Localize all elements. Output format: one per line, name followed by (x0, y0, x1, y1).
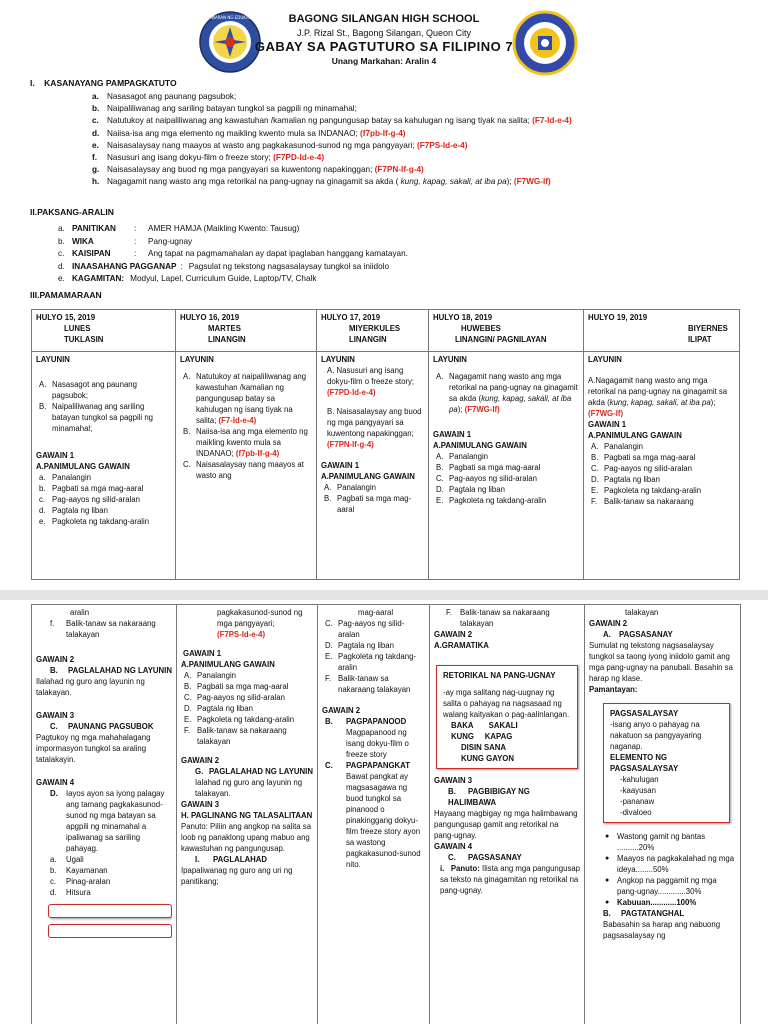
thursday-opening-activities: A. Panalangin B. Pagbati sa mga mag-aaral C. Pag-aayos ng silid-aralan D. Pagtala ng liban E. Pagkoleta ng takdang-aralin (436, 452, 547, 505)
gawain-4-list: D. Iayos ayon sa iyong palagay ang tamang pagkakasunod-sunod ng mga batayan sa apgpili ng minamahal a ipaliwanag sa sariling pahayag. (50, 789, 165, 853)
criteria-item: ● Wastong gamit ng bantas ..........20% (603, 831, 736, 853)
item-baliktanaw: Balik-tanaw sa nakaraang talakayan (66, 619, 156, 639)
day-name: LUNES (64, 324, 91, 333)
item-marker: e. (92, 140, 99, 150)
objective-a: Natutukoy at naipaliliwanag ang kawastuhan /kamalian ng pangungusap batay sa kahulugan ng isang tiyak na salita; (196, 372, 307, 425)
item-pagbati: Pagbati sa mga mag-aaral (604, 453, 696, 462)
competency-code: (F7PN-If-g-4) (374, 165, 424, 175)
item-marker: c. (92, 116, 99, 126)
item-marker: d. (58, 261, 65, 271)
item-marker: a. (92, 92, 99, 101)
layunin-label: LAYUNIN (180, 355, 214, 364)
item-panalangin: Panalangin (604, 442, 644, 451)
box-definition: -ay mga salitang nag-uugnay ng salita o pahayag na nagsasaad ng walang kaityakan o pag-aalinlangan. (443, 688, 570, 719)
item-pagtala: Pagtala ng liban (449, 485, 505, 494)
item-panalangin: Panalangin (337, 483, 377, 492)
item-marker: h. (92, 177, 100, 187)
gawain-2-text: Ilalahad ng guro ang layunin ng talakayan. (36, 677, 145, 697)
gawain-4-heading: PAGSASANAY (468, 853, 522, 862)
item-text: Naisasalaysay ang buod ng mga pangyayari sa kuwentong napakinggan; (107, 165, 375, 175)
objective-item (36, 401, 171, 434)
cell-monday-cont: aralin f. Balik-tanaw sa nakaraang talakayan GAWAIN 2 B. PAGLALAHAD NG LAYUNIN Ilalahad ng guro ang layunin ng talakayan. GAWAIN 3 C. PAUNANG PAGSUBOK Pagtukoy ng mga mahahalagang impormasyon tungkol sa araling tatalakayin. GAWAIN 4 D. Iayos ayon sa iyong palagay ang tamang pagkakasunod-sunod ng mga batayan sa apgpili ng minamahal a ipaliwanag sa sariling pahayag. a. Ugali b. Kayamanan c. Pinag-aralan d. Hitsura (32, 605, 177, 1024)
item-text: Naisasalaysay nang maayos at wasto ang pagkakasunod-sunod ng mga pangyayari; (107, 140, 417, 150)
topic-key: INAASAHANG PAGGANAP (72, 261, 177, 271)
panuto-text: Ilista ang mga pangungusap sa teksto na ginagamitan ng retorikal na pang-ugnay. (440, 864, 580, 895)
topic-item (58, 248, 738, 261)
item-pagbati: Pagbati sa mga mag-aaral (449, 463, 541, 472)
continued-text: pagkakasunod-sunod ng mga pangyayari; (217, 608, 303, 628)
criteria-item: ● Maayos na pagkakalahad ng mga ideya........50% (603, 853, 736, 875)
topic-item (58, 236, 738, 249)
topic-item (58, 273, 738, 286)
gawain-2-text: Magpapanood ng isang dokyu-film o freeze story (346, 728, 409, 759)
panimulang-gawain-label: A.PANIMULANG GAWAIN (588, 431, 682, 440)
gawain-2-heading: PAGLALAHAD NG LAYUNIN (209, 767, 313, 776)
item-marker: g. (92, 165, 100, 175)
topic-text: Modyul, Lapel, Curriculum Guide, Laptop/TV, Chalk (130, 274, 317, 284)
item-panalangin: Panalangin (52, 473, 92, 482)
objective-b: Naiisa-isa ang mga elemento ng maikling kwento mula sa INDANAO; (196, 427, 308, 458)
gawain-2-label: GAWAIN 2 (36, 655, 75, 664)
cell-monday-objective (32, 352, 176, 580)
option-marker: c. (50, 877, 57, 886)
criteria-list (589, 831, 736, 897)
objective-examples: kung, kapag, sakali, at iba pa (609, 398, 711, 407)
gawain-1-label: GAWAIN 1 (183, 649, 222, 658)
competency-code: (F7-Id-e-4) (532, 116, 572, 126)
gawain-3-label: GAWAIN 3 (434, 776, 473, 785)
option-text: Kayamanan (66, 866, 108, 875)
competency-code: (f7pb-If-g-4) (360, 128, 406, 138)
item-panalangin: Panalangin (449, 452, 489, 461)
item-pagtala: Pagtala ng liban (604, 475, 660, 484)
gawain-2-text: Sumulat ng tekstong nagsasalaysay tungkol sa taong iyong iniidolo gamit ang mga pang-ugnay na panubali. Basahin sa harap ng klase. (589, 641, 733, 683)
continued-text: mag-aaral (358, 608, 394, 617)
item-pagbati: Pagbati sa mga mag-aaral (337, 494, 412, 514)
friday-opening-activities: A. Panalangin B. Pagbati sa mga mag-aaral C. Pag-aayos ng silid-aralan D. Pagtala ng liban E. Pagkoleta ng takdang-aralin F. Balik-tanaw sa nakaraang (591, 442, 702, 506)
topic-colon: : (134, 236, 137, 246)
cell-tuesday-objective (176, 352, 317, 580)
retorikal-word: BAKA SAKALI (451, 721, 518, 730)
options-list (36, 854, 172, 898)
gawain-2-text: Ialahad ng guro ang layunin ng talakayan. (195, 778, 303, 798)
cell-wednesday-objective: LAYUNIN A. Nasusuri ang isang dokyu-film o freeze story; (F7PD-Id-e-4) B. Naisasalaysay ang buod ng mga pangyayari sa kuwentong napakinggan; (F7PN-If-g-4) GAWAIN 1 A.PANIMULANG GAWAIN A. Panalangin B. Pagbati sa mga mag-aaral (317, 352, 429, 580)
document-title: GABAY SA PAGTUTURO SA FILIPINO 7 (254, 39, 514, 54)
objective-row (32, 352, 740, 580)
box-definition: -isang anyo o pahayag na nakatuon sa pangyayaring naganap. (610, 720, 702, 751)
day-phase: TUKLASIN (64, 335, 104, 344)
item-pagayos: Pag-aayos ng silid-aralan (604, 464, 692, 473)
item-pagayos: Pag-aayos ng silid-aralan (52, 495, 140, 504)
continued-text: aralin (70, 608, 90, 617)
wednesday-opening-activities: C. Pag-aayos ng silid-aralan D. Pagtala ng liban E. Pagkoleta ng takdang-aralin F. Balik-tanaw sa nakaraang talakayan (325, 619, 417, 694)
competency-item (92, 140, 752, 152)
item-marker: d. (92, 128, 100, 138)
paglalahad-text: Ipapaliwanag ng guro ang uri ng panitikang; (181, 866, 293, 886)
layunin-label: LAYUNIN (321, 355, 355, 364)
gawain-4-label: GAWAIN 4 (434, 842, 473, 851)
topic-colon: : (134, 249, 137, 259)
competency-code: (F7WG-If) (588, 409, 624, 418)
section-3-heading: III.PAMAMARAAN (30, 290, 102, 300)
cell-friday-cont: talakayan GAWAIN 2 A. PAGSASANAY Sumulat ng tekstong nagsasalaysay tungkol sa taong iyong iniidolo gamit ang mga pang-ugnay na panubali. Basahin sa harap ng klase. Pamantayan: PAGSASALAYSAY -isang anyo o pahayag na nakatuon sa pangyayaring naganap. ELEMENTO NG PAGSASALAYSAY -kahulugan -kaayusan -pananaw -divaloeo ● Wastong gamit ng bantas ..........20% ● Maayos na pagkakalahad ng mga ideya........50% ● Angkop na paggamit ng mga pang-ugnay.............30% ● Kabuuan............100% B. PAGTATANGHAL Babasahin sa harap ang nabuong pagsasalaysay ng (585, 605, 741, 1024)
item-marker: f. (92, 153, 98, 163)
objective-tail: ); (457, 405, 463, 414)
objective-text: Nasasagot ang paunang pagsubok; (52, 380, 137, 400)
gawain-3-label: GAWAIN 3 (181, 800, 220, 809)
page-gap (0, 590, 768, 600)
competency-code: (F7PD-Id-e-4) (273, 153, 325, 163)
gawain-1-label: GAWAIN 1 (321, 461, 360, 470)
panimulang-gawain-label: A.PANIMULANG GAWAIN (433, 441, 527, 450)
gawain-4-label: GAWAIN 4 (36, 778, 75, 787)
gawain-2-heading: PAGSASANAY (619, 630, 673, 639)
answer-box (48, 904, 172, 918)
thursday-cont-list: F. Balik-tanaw sa nakaraang talakayan (446, 608, 550, 628)
item-text: Nagagamit nang wasto ang mga retorikal na pang-ugnay na ginagamit sa akda ( (107, 177, 401, 187)
day-phase: ILIPAT (688, 335, 712, 344)
objective-item (36, 379, 171, 401)
pamantayan-label: Pamantayan: (589, 685, 638, 694)
competency-item (92, 115, 752, 127)
day-phase: LINANGIN/ PAGNILAYAN (455, 335, 547, 344)
objective-a: A.Nagagamit nang wasto ang mga retorikal na pang-ugnay na ginagamit sa akda ( (588, 376, 728, 407)
item-pagkoleta: Pagkoleta ng takdang-aralin (604, 486, 702, 495)
wednesday-opening-activities: A. Panalangin B. Pagbati sa mga mag-aaral (324, 483, 412, 514)
element-item: -kahulugan (620, 775, 659, 784)
layunin-label: LAYUNIN (433, 355, 467, 364)
competency-code: (f7pb-If-g-4) (235, 449, 280, 458)
day-date: HULYO 17, 2019 (321, 313, 381, 322)
gawain-2-heading: PAGLALAHAD NG LAYUNIN (68, 666, 172, 675)
gawain-3-label: GAWAIN 3 (36, 711, 75, 720)
gramatika-heading: A.GRAMATIKA (434, 641, 489, 650)
panimulang-gawain-label: A.PANIMULANG GAWAIN (181, 660, 275, 669)
wednesday-gawain-list: B. PAGPAPANOOD Magpapanood ng isang dokyu-film o freeze story C. PAGPAPANGKAT Bawat pangkat ay magsasagawa ng buod tungkol sa pinanood o pinakinggang dokyu-film freeze story ayon sa wastong pagkakasunod-sunod nito. (322, 716, 425, 870)
day-header-row (32, 310, 740, 352)
option-marker: d. (50, 888, 57, 897)
item-baliktanaw: Balik-tanaw sa nakaraang talakayan (338, 674, 411, 694)
objective-examples: kung, kapag, sakali, at iba pa (449, 394, 572, 414)
topic-text: Pang-ugnay (148, 236, 193, 246)
competency-code: (F7PN-If-g-4) (327, 440, 374, 449)
gawain-4-text: Iayos ayon sa iyong palagay ang tamang pagkakasunod-sunod ng mga batayan sa apgpili ng minamahal a ipaliwanag sa sariling pahayag. (66, 789, 165, 853)
tuesday-opening-activities: A. Panalangin B. Pagbati sa mga mag-aaral C. Pag-aayos ng silid-aralan D. Pagtala ng liban E. Pagkoleta ng takdang-aralin F. Balik-tanaw sa nakaraang talakayan (184, 671, 295, 746)
option-marker: a. (50, 855, 57, 864)
gawain-3-heading: PAGBIBIGAY NG HALIMBAWA (448, 787, 530, 807)
competency-list (92, 91, 752, 189)
gawain-3-heading: PAUNANG PAGSUBOK (68, 722, 154, 731)
gawain-2-heading: PAGPAPANOOD (346, 717, 407, 726)
item-marker: a. (58, 224, 65, 233)
cell-tuesday-cont: pagkakasunod-sunod ng mga pangyayari; (F7PS-Id-e-4) GAWAIN 1 A.PANIMULANG GAWAIN A. Panalangin B. Pagbati sa mga mag-aaral C. Pag-aayos ng silid-aralan D. Pagtala ng liban E. Pagkoleta ng takdang-aralin F. Balik-tanaw sa nakaraang talakayan GAWAIN 2 G. PAGLALAHAD NG LAYUNIN Ialahad ng guro ang layunin ng talakayan. GAWAIN 3 H. PAGLINANG NG TALASALITAAN Panuto: Piliin ang angkop na salita sa loob ng panaklong upang mabuo ang kawastuhan ng pangungusap. I. PAGLALAHAD Ipapaliwanag ng guro ang uri ng panitikang; (177, 605, 318, 1024)
objective-a: Nasusuri ang isang dokyu-film o freeze story; (327, 366, 415, 386)
topic-key: PANITIKAN (72, 224, 116, 233)
quarter-label: Unang Markahan: Aralin 4 (331, 56, 437, 66)
item-marker: A. (39, 380, 47, 389)
item-pagkoleta: Pagkoleta ng takdang-aralin (338, 652, 417, 672)
topic-key: KAGAMITAN: (72, 274, 125, 284)
item-pagtala: Pagtala ng liban (338, 641, 394, 650)
option-marker: b. (50, 866, 57, 875)
item-examples: kung, kapag, sakali, at iba pa (400, 177, 507, 187)
item-marker: c. (58, 249, 65, 259)
item-baliktanaw: Balik-tanaw sa nakaraang (604, 497, 694, 506)
item-pagayos: Pag-aayos ng silid-aralan (449, 474, 537, 483)
day-phase: LINANGIN (349, 335, 387, 344)
pagtatanghal-text: Babasahin sa harap ang nabuong pagsasalaysay ng (603, 920, 721, 940)
panimulang-gawain-label: A.PANIMULANG GAWAIN (36, 462, 130, 471)
item-pagayos: Pag-aayos ng silid-aralan (197, 693, 285, 702)
competency-code: (F7PD-Id-e-4) (327, 388, 376, 397)
option-item (36, 865, 172, 876)
retorikal-box (436, 665, 578, 769)
item-marker: b. (92, 104, 100, 114)
gawain-1-label: GAWAIN 1 (36, 451, 75, 460)
element-item: -kaayusan (620, 786, 656, 795)
option-item (36, 887, 172, 898)
day-header-biyernes (584, 310, 740, 352)
item-pagkoleta: Pagkoleta ng takdang-aralin (52, 517, 150, 526)
day-header-huwebes (429, 310, 584, 352)
school-name: BAGONG SILANGAN HIGH SCHOOL (288, 13, 480, 25)
gawain-3-text: Panuto: Piliin ang angkop na salita sa loob ng panaklong upang mabuo ang kawastuhan ng pangungusap. (181, 822, 312, 853)
criteria-item: ● Angkop na paggamit ng mga pang-ugnay.............30% (603, 875, 736, 897)
objective-text: Naipaliliwanag ang sariling batayan tungkol sa pagpili ng minamahal; (52, 402, 154, 433)
item-text: Nasasagot ang paunang pagsubok; (107, 92, 237, 101)
objective-tail: ); (710, 398, 716, 407)
school-address: J.P. Rizal St., Bagong Silangan, Queon City (297, 28, 471, 38)
item-pagayos: Pag-aayos ng silid-aralan (338, 619, 405, 639)
competency-code: (F7-Id-e-4) (218, 416, 257, 425)
day-header-miyerkules (317, 310, 429, 352)
box-title: PAGSASALAYSAY (610, 709, 679, 718)
layunin-label: LAYUNIN (36, 355, 70, 364)
pagsasalaysay-box (603, 703, 730, 823)
cell-wednesday-cont (318, 605, 430, 1024)
panimulang-gawain-label: A.PANIMULANG GAWAIN (321, 472, 415, 481)
element-item: -pananaw (620, 797, 655, 806)
competency-item (92, 103, 752, 115)
tuesday-objectives: A. Natutukoy at naipaliliwanag ang kawastuhan /kamalian ng pangungusap batay sa kahulugan ng isang tiyak na salita; (F7-Id-e-4) B. Naiisa-isa ang mga elemento ng maikling kwento mula sa INDANAO; (f7pb-If-g-4) C. Naisasalaysay nang maayos at wasto ang (183, 372, 308, 480)
panuto-label: Panuto: (450, 864, 480, 873)
cell-thursday-cont: F. Balik-tanaw sa nakaraang talakayan GAWAIN 2 A.GRAMATIKA RETORIKAL NA PANG-UGNAY -ay mga salitang nag-uugnay ng salita o pahayag na nagsasaad ng walang kaityakan o pag-aalinlangan. BAKA SAKALI KUNG KAPAG DISIN SANA KUNG GAYON GAWAIN 3 B. PAGBIBIGAY NG HALIMBAWA Hayaang magbigay ng mga halimbawang pangungusap gamit ang retorikal na pang-ugnay. GAWAIN 4 C. PAGSASANAY i. Panuto: Ilista ang mga pangungusap sa teksto na ginagamitan ng retorikal na pang-ugnay. (430, 605, 585, 1024)
day-header-martes (176, 310, 317, 352)
item-text: Nasusuri ang isang dokyu-film o freeze story; (107, 153, 274, 163)
gawain-1-label: GAWAIN 1 (433, 430, 472, 439)
gawain-3-text: Bawat pangkat ay magsasagawa ng buod tungkol sa pinanood o pinakinggang dokyu-film freeze story ayon sa wastong pagkakasunod-sunod nito. (346, 772, 421, 869)
topic-key: KAISIPAN (72, 249, 111, 259)
item-tail: ); (506, 177, 514, 187)
option-text: Ugali (66, 855, 84, 864)
option-text: Pinag-aralan (66, 877, 111, 886)
competency-code: (F7PS-Id-e-4) (416, 140, 468, 150)
day-date: HULYO 15, 2019 (36, 313, 96, 322)
item-text: Naipaliliwanag ang sariling batayan tungkol sa pagpili ng minamahal; (107, 104, 357, 114)
day-name: MARTES (208, 324, 241, 333)
retorikal-word: KUNG GAYON (461, 754, 514, 763)
paglalahad-heading: PAGLALAHAD (213, 855, 267, 864)
competency-item (92, 91, 752, 103)
item-pagkoleta: Pagkoleta ng takdang-aralin (197, 715, 295, 724)
competency-code: (F7PS-Id-e-4) (217, 630, 266, 639)
topic-colon: : (180, 261, 183, 271)
topic-item (58, 261, 738, 274)
cell-friday-objective (584, 352, 740, 580)
box-title: RETORIKAL NA PANG-UGNAY (443, 671, 556, 680)
item-baliktanaw: Balik-tanaw sa nakaraang talakayan (197, 726, 287, 746)
layunin-label: LAYUNIN (588, 355, 622, 364)
monday-objectives (36, 379, 171, 434)
page-2 (0, 600, 768, 1024)
item-text: Natutukoy at naipaliliwanag ang kawastuhan /kamalian ng pangungusap batay sa kahulugan ng isang tiyak na salita; (107, 116, 533, 126)
competency-item (92, 152, 752, 164)
gawain-2-label: GAWAIN 2 (434, 630, 473, 639)
competency-item (92, 128, 752, 140)
svg-text:KAGAWARAN NG EDUKASYON: KAGAWARAN NG EDUKASYON (200, 15, 260, 20)
continued-text: talakayan (625, 608, 659, 617)
monday-opening-activities: a. Panalangin b. Pagbati sa mga mag-aaral c. Pag-aayos ng silid-aralan d. Pagtala ng liban e. Pagkoleta ng takdang-aralin (39, 473, 150, 526)
objective-c: Naisasalaysay nang maayos at wasto ang (196, 460, 304, 480)
gawain-1-label: GAWAIN 1 (588, 420, 627, 429)
topic-key: WIKA (72, 236, 94, 246)
section-1-heading: I. KASANAYANG PAMPAGKATUTO (30, 78, 177, 88)
item-marker: B. (39, 402, 47, 411)
item-pagtala: Pagtala ng liban (197, 704, 253, 713)
day-name: MIYERKULES (349, 324, 401, 333)
competency-item (92, 164, 752, 176)
monday-cont-list: f. Balik-tanaw sa nakaraang talakayan (50, 619, 156, 639)
competency-code: (F7WG-If) (513, 177, 551, 187)
day-date: HULYO 18, 2019 (433, 313, 493, 322)
gawain-2-label: GAWAIN 2 (181, 756, 220, 765)
objective-b: Naisasalaysay ang buod ng mga pangyayari sa kuwentong napakinggan; (327, 407, 422, 438)
topic-text: AMER HAMJA (Maikling Kwento: Tausug) (148, 224, 300, 233)
topic-text: Pagsulat ng tekstong nagsasalaysay tungkol sa iniidolo (188, 261, 390, 271)
topic-colon: : (134, 224, 137, 233)
topic-item (58, 223, 738, 236)
item-pagbati: Pagbati sa mga mag-aaral (197, 682, 289, 691)
retorikal-word: DISIN SANA (461, 743, 507, 752)
gawain-3-heading: PAGPAPANGKAT (346, 761, 410, 770)
total-criteria: ● Kabuuan............100% (603, 897, 736, 908)
day-header-lunes (32, 310, 176, 352)
competency-item (92, 176, 752, 188)
answer-box (48, 924, 172, 938)
objective-a: Nagagamit nang wasto ang mga retorikal na pang-ugnay na ginagamit sa akda ( (449, 372, 578, 403)
item-pagbati: Pagbati sa mga mag-aaral (52, 484, 144, 493)
item-baliktanaw: Balik-tanaw sa nakaraang talakayan (460, 608, 550, 628)
element-item: -divaloeo (620, 808, 652, 817)
section-2-heading: II.PAKSANG-ARALIN (30, 207, 114, 217)
element-list (610, 774, 723, 818)
word-list (443, 720, 571, 764)
gawain-2-label: GAWAIN 2 (322, 706, 361, 715)
retorikal-word: KUNG KAPAG (451, 732, 513, 741)
day-name: BIYERNES (688, 324, 728, 333)
item-text: Naiisa-isa ang mga elemento ng maikling kwento mula sa INDANAO; (107, 128, 361, 138)
option-text: Hitsura (66, 888, 91, 897)
item-panalangin: Panalangin (197, 671, 237, 680)
procedure-table-top (31, 309, 740, 580)
item-pagtala: Pagtala ng liban (52, 506, 108, 515)
day-name: HUWEBES (461, 324, 501, 333)
item-marker: e. (58, 274, 65, 284)
thursday-objectives: A. Nagagamit nang wasto ang mga retorikal na pang-ugnay na ginagamit sa akda (kung, kapag, sakali, at iba pa); (F7WG-If) (436, 372, 578, 414)
continued-row (32, 605, 741, 1024)
option-item (36, 854, 172, 865)
gawain-3-text: Hayaang magbigay ng mga halimbawang pangungusap gamit ang retorikal na pang-ugnay. (434, 809, 578, 840)
procedure-table-continued (31, 604, 741, 1024)
gawain-2-label: GAWAIN 2 (589, 619, 628, 628)
option-item (36, 876, 172, 887)
cell-thursday-objective (429, 352, 584, 580)
competency-code: (F7WG-If) (464, 405, 500, 414)
item-pagkoleta: Pagkoleta ng takdang-aralin (449, 496, 547, 505)
item-marker: b. (58, 236, 65, 246)
day-phase: LINANGIN (208, 335, 246, 344)
day-date: HULYO 19, 2019 (588, 313, 648, 322)
pagtatanghal-heading: PAGTATANGHAL (621, 909, 685, 918)
gawain-3-heading: H. PAGLINANG NG TALASALITAAN (181, 811, 313, 820)
topic-list (58, 223, 738, 286)
box-subheading: ELEMENTO NG PAGSASALAYSAY (610, 753, 679, 773)
day-date: HULYO 16, 2019 (180, 313, 240, 322)
topic-text: Ang tapat na pagmamahalan ay dapat ipaglaban hanggang kamatayan. (148, 249, 408, 259)
gawain-3-text: Pagtukoy ng mga mahahalagang impormasyon tungkol sa araling tatalakayin. (36, 733, 151, 764)
